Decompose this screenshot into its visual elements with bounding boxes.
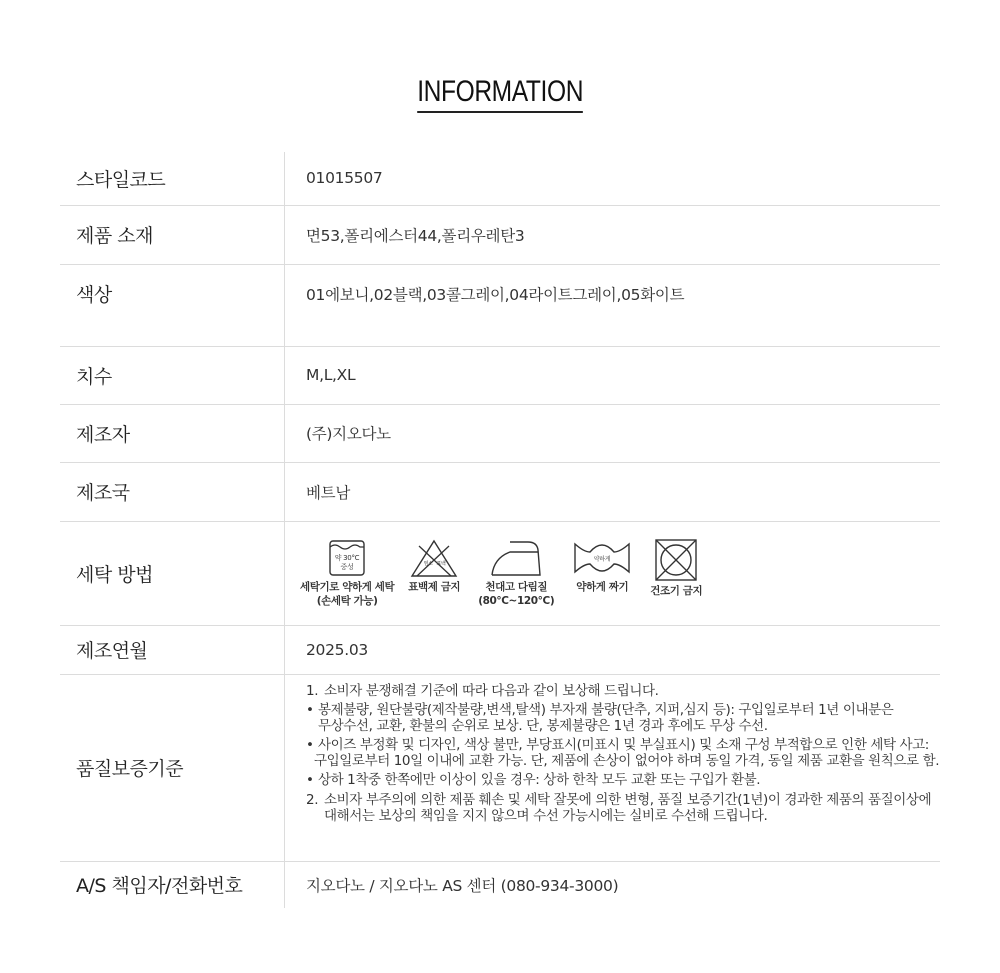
quality-item-1 xyxy=(306,683,940,699)
bleach-inner-1: 염소 xyxy=(423,561,433,567)
bleach-caption: 표백제 금지 xyxy=(408,581,461,593)
washing-value xyxy=(285,521,941,625)
care-item-bleach xyxy=(408,538,460,594)
dryer-caption: 건조기 금지 xyxy=(650,585,703,597)
date-label: 제조연월 xyxy=(60,625,285,674)
quality-bullet-1 xyxy=(306,702,940,734)
bullet-mark: • xyxy=(306,736,314,753)
wash-tub-30c-icon xyxy=(327,538,367,578)
quality-b1-line1: 봉제불량, 원단불량(제작불량,변색,탈색) 부자재 불량(단추, 지퍼,심지 등): 구입일로부터 1년 이내분은 xyxy=(318,701,894,718)
no-bleach-icon xyxy=(409,538,459,578)
care-item-iron xyxy=(478,538,554,608)
row-quality xyxy=(60,674,940,861)
care-item-wring xyxy=(572,538,632,594)
iron-caption-sub: (80°C~120°C) xyxy=(478,595,555,607)
washing-label: 세탁 방법 xyxy=(60,521,285,625)
as-label: A/S 책임자/전화번호 xyxy=(60,861,285,908)
care-symbols xyxy=(300,538,940,608)
wring-caption: 약하게 짜기 xyxy=(576,581,629,593)
maker-value: (주)지오다노 xyxy=(285,404,941,462)
quality-label: 품질보증기준 xyxy=(60,674,285,861)
iron-icon xyxy=(488,538,544,578)
wash-inner-temp: 약 30°C xyxy=(334,554,360,562)
country-label: 제조국 xyxy=(60,462,285,521)
care-item-dryer xyxy=(650,538,702,598)
wring-inner: 약하게 xyxy=(593,556,611,563)
row-country xyxy=(60,462,940,521)
quality-b1-line2: 무상수선, 교환, 환불의 순위로 보상. 단, 봉제불량은 1년 경과 후에도 무상 수선. xyxy=(318,717,768,734)
bullet-mark: • xyxy=(306,701,314,718)
quality-value xyxy=(285,674,941,861)
quality-p1: 소비자 분쟁해결 기준에 따라 다음과 같이 보상해 드립니다. xyxy=(324,682,659,699)
care-item-wash xyxy=(300,538,394,608)
row-as xyxy=(60,861,940,908)
as-value: 지오다노 / 지오다노 AS 센터 (080-934-3000) xyxy=(306,876,619,895)
quality-text xyxy=(306,675,940,824)
title-wrap xyxy=(0,74,1000,113)
style-code-value: 01015507 xyxy=(285,152,941,205)
row-material xyxy=(60,205,940,264)
wash-caption: 세탁기로 약하게 세탁 xyxy=(300,581,395,593)
row-date xyxy=(60,625,940,674)
quality-p2-line2: 대해서는 보상의 책임을 지지 않으며 수선 가능시에는 실비로 수선해 드립니다. xyxy=(324,807,768,824)
color-label: 색상 xyxy=(60,264,285,346)
date-value: 2025.03 xyxy=(285,625,941,674)
page-title: INFORMATION xyxy=(417,74,583,113)
quality-b2-line2: 구입일로부터 10일 이내에 교환 가능. 단, 제품에 손상이 없어야 하며 동일 가격, 동일 제품 교환을 원칙으로 함. xyxy=(314,752,940,769)
wash-inner-neutral: 중성 xyxy=(340,563,354,571)
material-label: 제품 소재 xyxy=(60,205,285,264)
quality-num-2: 2. xyxy=(306,791,319,808)
row-style-code xyxy=(60,152,940,205)
material-value: 면53,폴리에스터44,폴리우레탄3 xyxy=(285,205,941,264)
quality-bullet-2 xyxy=(306,737,940,769)
size-label: 치수 xyxy=(60,346,285,404)
no-tumble-dry-icon xyxy=(654,538,698,582)
iron-caption: 천대고 다림질 xyxy=(485,581,548,593)
info-table xyxy=(60,152,940,908)
row-washing xyxy=(60,521,940,625)
row-color xyxy=(60,264,940,346)
row-size xyxy=(60,346,940,404)
size-value: M,L,XL xyxy=(285,346,941,404)
quality-b3: 상하 1착중 한쪽에만 이상이 있을 경우: 상하 한착 모두 교환 또는 구입가 환불. xyxy=(318,771,761,788)
quality-item-2 xyxy=(306,792,940,824)
wring-gently-icon xyxy=(572,538,632,578)
quality-b2-line1: 사이즈 부정확 및 디자인, 색상 불만, 부당표시(미표시 및 부실표시) 및 소재 구성 부적합으로 인한 세탁 사고: xyxy=(318,736,929,753)
color-value: 01에보니,02블랙,03콜그레이,04라이트그레이,05화이트 xyxy=(285,264,941,346)
row-maker xyxy=(60,404,940,462)
quality-p2-line1: 소비자 부주의에 의한 제품 훼손 및 세탁 잘못에 의한 변형, 품질 보증기간(1년)이 경과한 제품의 품질이상에 xyxy=(324,791,932,808)
wash-caption-sub: (손세탁 가능) xyxy=(316,595,378,607)
style-code-label: 스타일코드 xyxy=(60,152,285,205)
bleach-inner-2: 표백 xyxy=(436,561,446,567)
bullet-mark: • xyxy=(306,771,314,788)
quality-bullet-3 xyxy=(306,772,940,788)
country-value: 베트남 xyxy=(285,462,941,521)
quality-num-1: 1. xyxy=(306,682,319,699)
maker-label: 제조자 xyxy=(60,404,285,462)
